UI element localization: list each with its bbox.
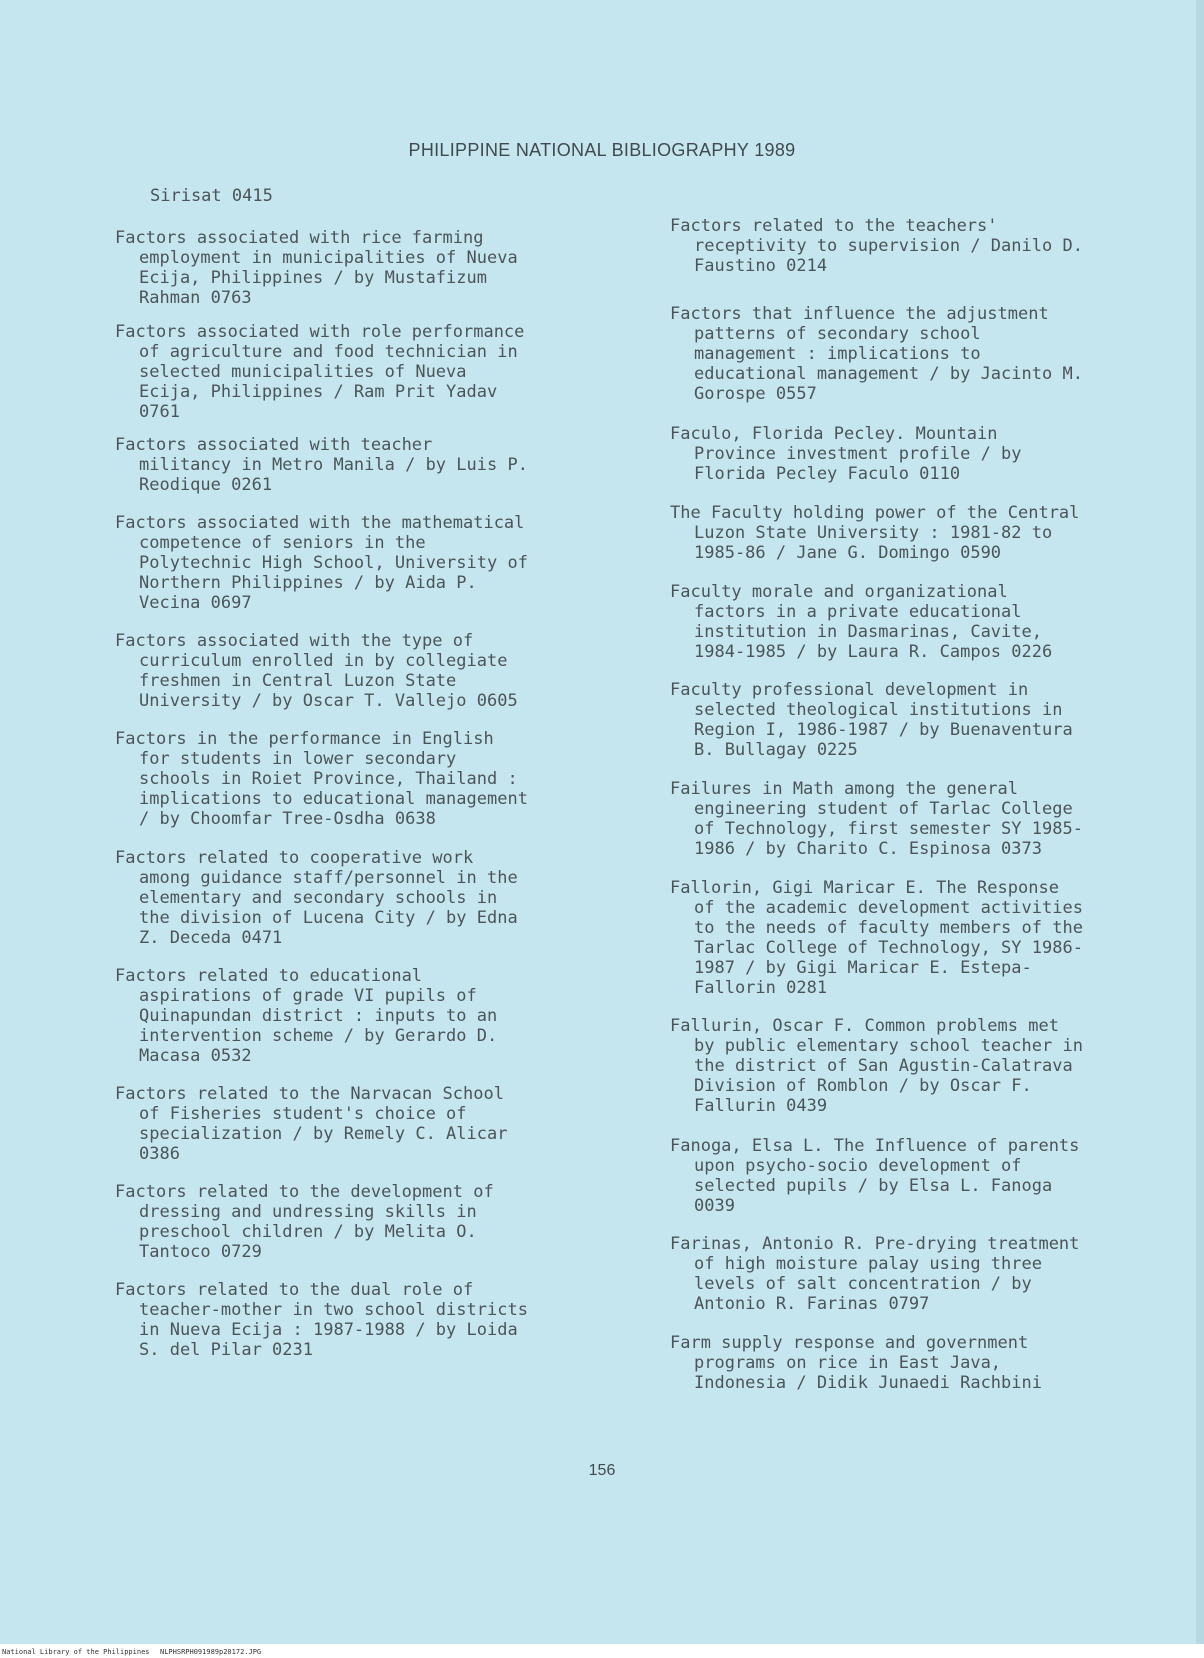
bibliography-entry: Factors related to the development of dressing and undressing skills in preschool children / by Melita O. Tantoco 0729: [115, 1182, 494, 1262]
continued-entry: Sirisat 0415: [150, 186, 273, 206]
bibliography-entry: Factors related to cooperative work among guidance staff/personnel in the elementary and secondary schools in the division of Lucena City / by Edna Z. Deceda 0471: [115, 848, 518, 948]
bibliography-entry: Factors related to the Narvacan School of Fisheries student's choice of specialization / by Remely C. Alicar 0386: [115, 1084, 508, 1164]
bibliography-entry: Factors in the performance in English for students in lower secondary schools in Roiet Province, Thailand : implications to educational management / by Choomfar Tree-Osdha 0638: [115, 729, 528, 829]
page-number: 156: [588, 1462, 616, 1479]
bibliography-entry: Farinas, Antonio R. Pre-drying treatment of high moisture palay using three levels of salt concentration / by Antonio R. Farinas 0797: [670, 1234, 1080, 1314]
bibliography-entry: The Faculty holding power of the Central Luzon State University : 1981-82 to 1985-86 / Jane G. Domingo 0590: [670, 503, 1080, 563]
bibliography-entry: Factors related to educational aspirations of grade VI pupils of Quinapundan district : inputs to an intervention scheme / by Gerardo D. Macasa 0532: [115, 966, 498, 1066]
bibliography-entry: Fanoga, Elsa L. The Influence of parents upon psycho-socio development of selected pupils / by Elsa L. Fanoga 0039: [670, 1136, 1080, 1216]
bibliography-entry: Fallorin, Gigi Maricar E. The Response of the academic development activities to the needs of faculty members of the Tarlac College of Technology, SY 1986- 1987 / by Gigi Maricar E. Estepa- Fallorin 0281: [670, 878, 1083, 998]
scan-footer-filename: NLPHSRPH091989p20172.JPG: [160, 1648, 262, 1656]
bibliography-entry: Factors associated with the type of curriculum enrolled in by collegiate freshmen in Central Luzon State University / by Oscar T. Vallejo 0605: [115, 631, 518, 711]
bibliography-entry: Factors associated with the mathematical competence of seniors in the Polytechnic High School, University of Northern Philippines / by Aida P. Vecina 0697: [115, 513, 528, 613]
page-header: PHILIPPINE NATIONAL BIBLIOGRAPHY 1989: [408, 140, 796, 160]
scan-footer-source: National Library of the Philippines: [2, 1648, 150, 1656]
bibliography-entry: Faculty professional development in selected theological institutions in Region I, 1986-1987 / by Buenaventura B. Bullagay 0225: [670, 680, 1073, 760]
bibliography-entry: Failures in Math among the general engineering student of Tarlac College of Technology, first semester SY 1985- 1986 / by Charito C. Espinosa 0373: [670, 779, 1083, 859]
bibliography-entry: Factors associated with teacher militancy in Metro Manila / by Luis P. Reodique 0261: [115, 435, 528, 495]
bibliography-entry: Factors related to the dual role of teacher-mother in two school districts in Nueva Ecija : 1987-1988 / by Loida S. del Pilar 0231: [115, 1280, 528, 1360]
bibliography-entry: Faculty morale and organizational factors in a private educational institution in Dasmarinas, Cavite, 1984-1985 / by Laura R. Campos 0226: [670, 582, 1053, 662]
bibliography-entry: Factors related to the teachers' receptivity to supervision / Danilo D. Faustino 0214: [670, 216, 1083, 276]
bibliography-entry: Factors that influence the adjustment patterns of secondary school management : implications to educational management / by Jacinto M. Gorospe 0557: [670, 304, 1083, 404]
bibliography-entry: Factors associated with role performance of agriculture and food technician in selected municipalities of Nueva Ecija, Philippines / Ram Prit Yadav 0761: [115, 322, 525, 422]
bibliography-entry: Fallurin, Oscar F. Common problems met by public elementary school teacher in the district of San Agustin-Calatrava Division of Romblon / by Oscar F. Fallurin 0439: [670, 1016, 1083, 1116]
bibliography-entry: Farm supply response and government programs on rice in East Java, Indonesia / Didik Junaedi Rachbini: [670, 1333, 1042, 1393]
bibliography-entry: Factors associated with rice farming employment in municipalities of Nueva Ecija, Philippines / by Mustafizum Rahman 0763: [115, 228, 518, 308]
bibliography-entry: Faculo, Florida Pecley. Mountain Province investment profile / by Florida Pecley Faculo 0110: [670, 424, 1022, 484]
